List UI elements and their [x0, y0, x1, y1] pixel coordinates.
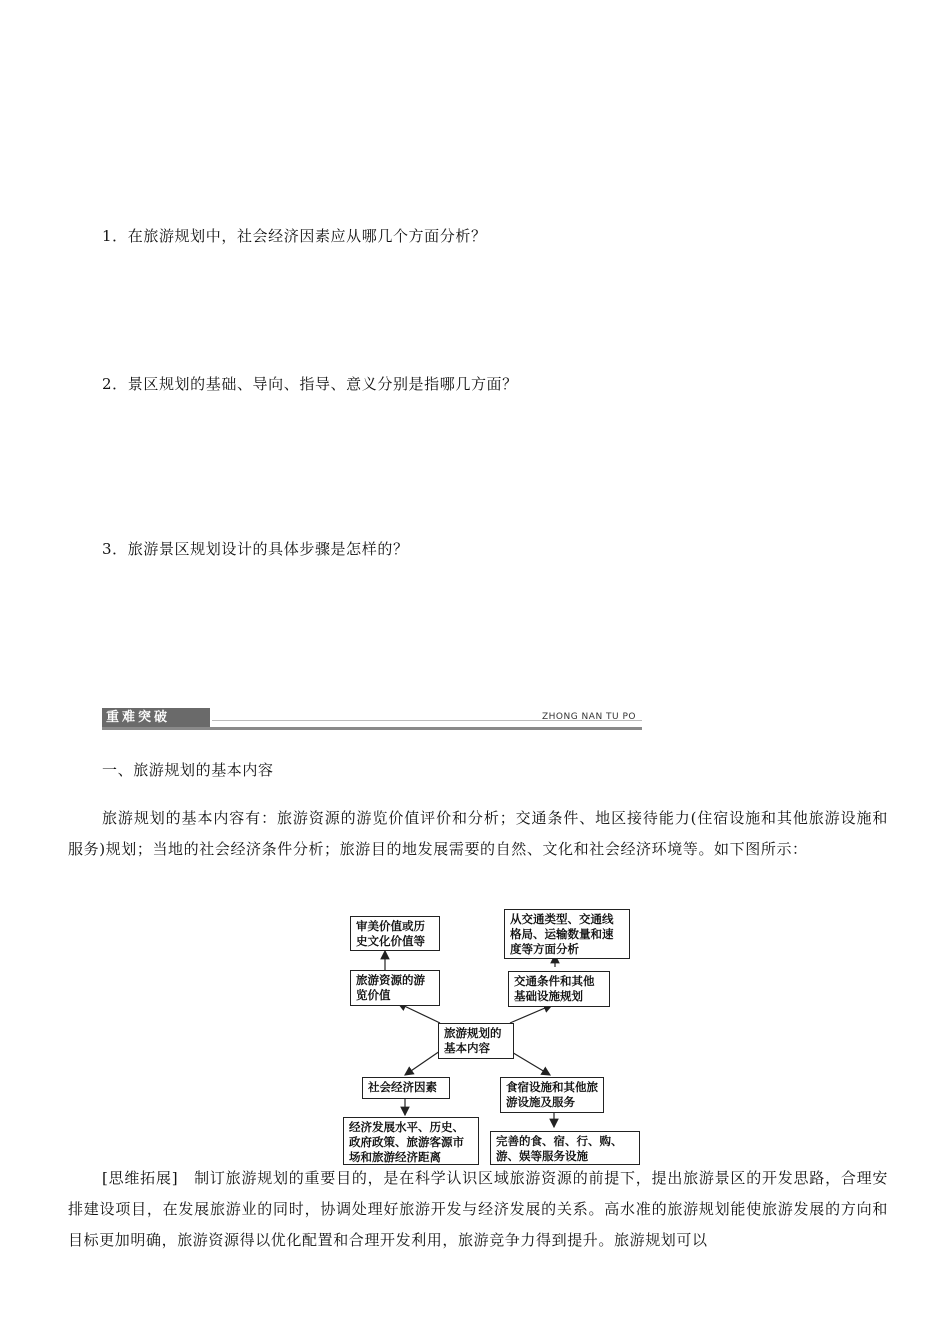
section-bar-english: ZHONG NAN TU PO: [541, 712, 636, 722]
question-2: 2．景区规划的基础、导向、指导、意义分别是指哪几方面？: [102, 375, 518, 393]
section-bar: [102, 708, 642, 732]
arrow-center-to-facilities: [510, 1051, 550, 1075]
box-socio: 社会经济因素: [362, 1077, 450, 1099]
section-bar-label: 重难突破: [102, 708, 210, 727]
box-aesthetic: 审美价值或历史文化价值等: [350, 916, 440, 951]
arrow-center-to-transport: [510, 1005, 552, 1023]
question-1: 1．在旅游规划中，社会经济因素应从哪几个方面分析？: [102, 227, 487, 245]
box-facilities: 食宿设施和其他旅游设施及服务: [500, 1077, 604, 1113]
section-bar-rule: [102, 727, 642, 730]
section-heading: 一、旅游规划的基本内容: [102, 761, 274, 779]
box-transport: 交通条件和其他基础设施规划: [508, 971, 610, 1007]
box-facilities-detail: 完善的食、宿、行、购、游、娱等服务设施: [490, 1131, 640, 1165]
question-3: 3．旅游景区规划设计的具体步骤是怎样的？: [102, 540, 409, 558]
box-center: 旅游规划的基本内容: [438, 1023, 514, 1059]
arrow-center-to-resource: [398, 1003, 440, 1023]
box-transport-detail: 从交通类型、交通线格局、运输数量和速度等方面分析: [504, 909, 630, 959]
box-socio-detail: 经济发展水平、历史、政府政策、旅游客源市场和旅游经济距离: [343, 1117, 479, 1165]
flow-diagram: [330, 905, 650, 1165]
paragraph-thinking-expansion: [思维拓展] 制订旅游规划的重要目的，是在科学认识区域旅游资源的前提下，提出旅游景区的开发思路，合理安排建设项目，在发展旅游业的同时，协调处理好旅游开发与经济发展的关系。高水准的旅游规划能使旅游发展的方向和目标更加明确，旅游资源得以优化配置和合理开发利用，旅游竞争力得到提升。旅游规划可以: [68, 1169, 888, 1249]
arrow-center-to-socio: [405, 1051, 440, 1075]
paragraph-intro: 旅游规划的基本内容有：旅游资源的游览价值评价和分析；交通条件、地区接待能力(住宿设施和其他旅游设施和服务)规划；当地的社会经济条件分析；旅游目的地发展需要的自然、文化和社会经济环境等。如下图所示：: [68, 809, 888, 858]
box-resource: 旅游资源的游览价值: [350, 970, 440, 1006]
